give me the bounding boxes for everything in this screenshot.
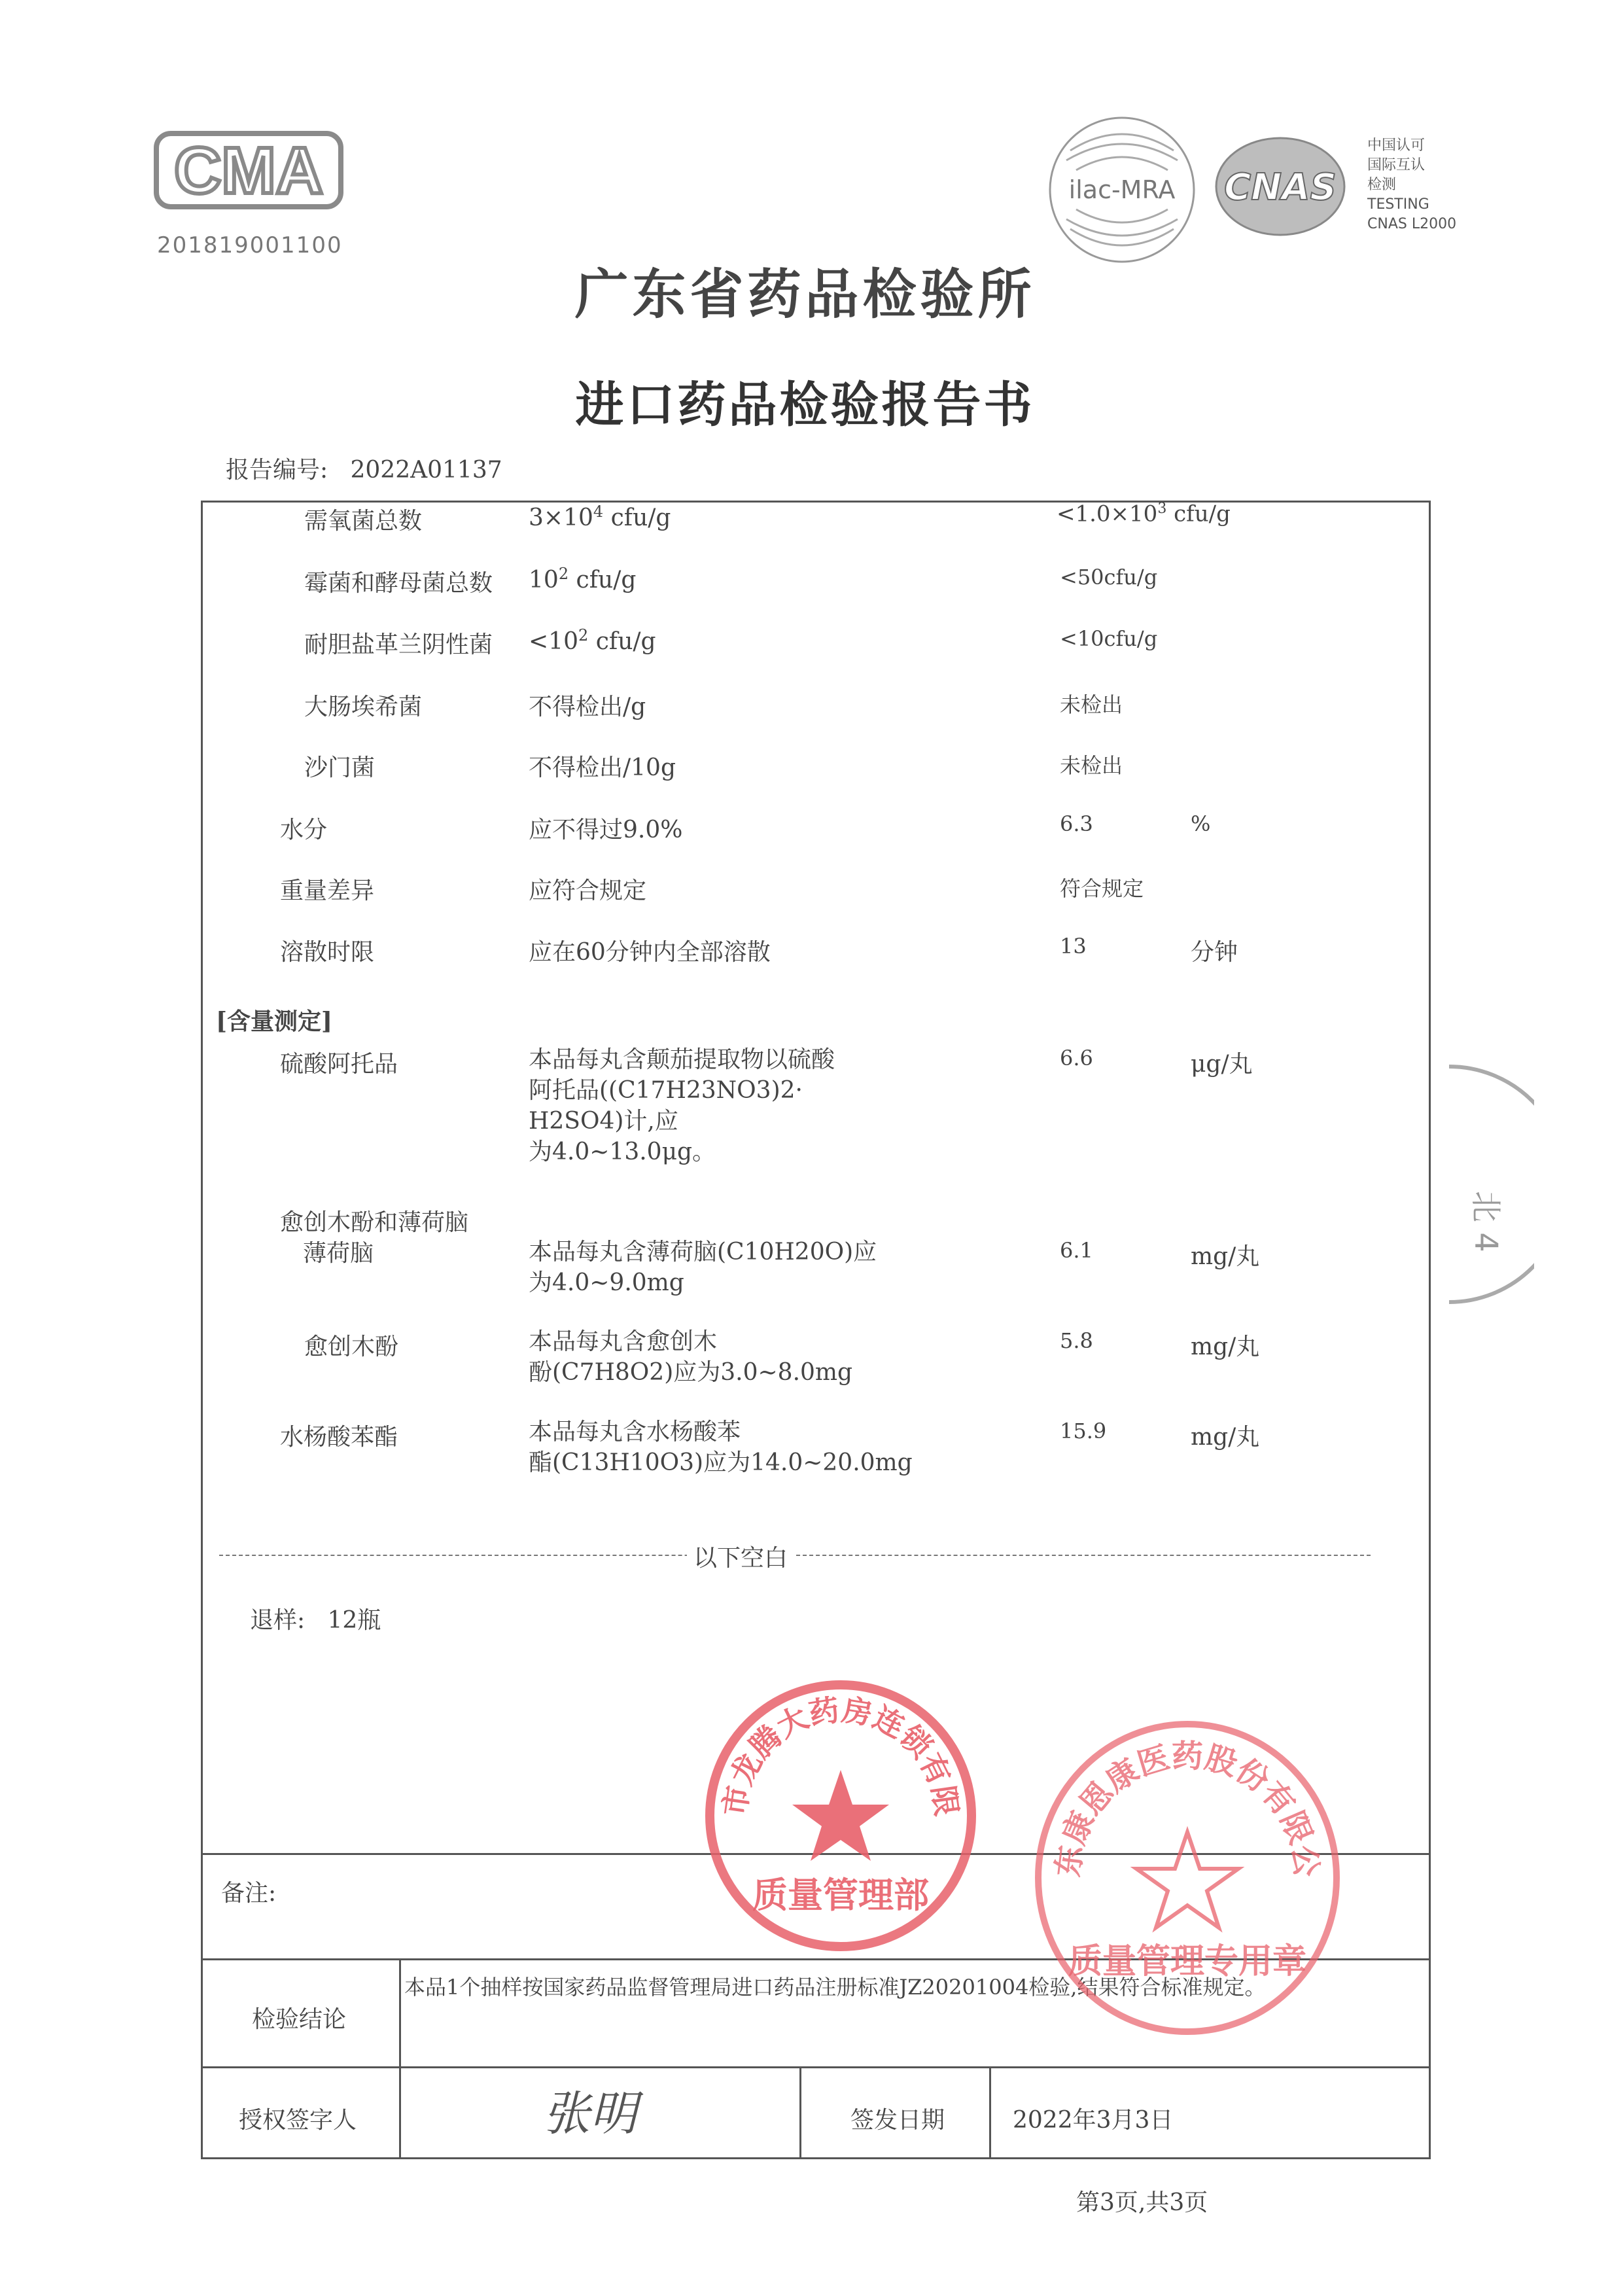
result-moisture: 6.3: [1060, 811, 1093, 836]
result-aerobic-count: $<1.0\times 10^3$ cfu/g: [1057, 501, 1231, 527]
result-gram-negative: <10cfu/g: [1060, 626, 1158, 651]
returned-samples: 退样: 12瓶: [250, 1607, 381, 1634]
svg-text:CNAS: CNAS: [1224, 166, 1337, 209]
item-disintegration: 溶散时限: [280, 939, 375, 966]
result-weight-variation: 符合规定: [1060, 876, 1144, 901]
std-mold-yeast: $10^2$ cfu/g: [529, 565, 637, 593]
conclusion-label: 检验结论: [252, 2006, 347, 2033]
document-title: 进口药品检验报告书: [575, 377, 1035, 433]
item-gram-negative: 耐胆盐革兰阴性菌: [304, 631, 493, 658]
cnas-logo: [1214, 134, 1348, 239]
signature: [536, 2077, 693, 2149]
signatory-label: 授权签字人: [239, 2107, 357, 2134]
result-phenyl-salicylate: 15.9: [1060, 1419, 1107, 1443]
item-weight-variation: 重量差异: [280, 877, 375, 904]
label-column-line: [399, 1958, 401, 2159]
std-ecoli: 不得检出/g: [529, 694, 646, 720]
company-seal-guangdong: [1027, 1714, 1348, 2041]
result-mold-yeast: <50cfu/g: [1060, 565, 1158, 590]
svg-text:ilac-MRA: ilac-MRA: [1068, 175, 1176, 204]
item-guaiacol-menthol: 愈创木酚和薄荷脑 薄荷脑: [280, 1209, 469, 1267]
unit-guaiacol: mg/丸: [1191, 1333, 1260, 1360]
std-guaiacol: 本品每丸含愈创木 酚(C7H8O2)应为3.0~8.0mg: [529, 1328, 853, 1386]
issue-date: 2022年3月3日: [1013, 2107, 1174, 2134]
std-atropine: 本品每丸含颠茄提取物以硫酸 阿托品((C17H23NO3)2· H2SO4)计,应 为4.0~13.0μg。: [529, 1046, 835, 1165]
item-atropine: 硫酸阿托品: [280, 1051, 398, 1078]
unit-atropine: μg/丸: [1191, 1051, 1253, 1078]
item-phenyl-salicylate: 水杨酸苯酯: [280, 1424, 398, 1451]
result-salmonella: 未检出: [1060, 753, 1123, 778]
date-label: 签发日期: [850, 2107, 945, 2134]
unit-menthol: mg/丸: [1191, 1243, 1260, 1270]
svg-text:CMA: CMA: [174, 134, 323, 207]
std-phenyl-salicylate: 本品每丸含水杨酸苯 酯(C13H10O3)应为14.0~20.0mg: [529, 1419, 913, 1476]
result-disintegration: 13: [1060, 934, 1087, 959]
ilac-mra-logo: [1047, 115, 1197, 265]
svg-text:张明: 张明: [543, 2086, 638, 2141]
item-guaiacol: 愈创木酚: [304, 1333, 399, 1360]
std-disintegration: 应在60分钟内全部溶散: [529, 939, 771, 966]
svg-text:柳州市龙腾大药房连锁有限公司: 市龙腾大药房连锁有限: [716, 1691, 965, 1818]
report-number: 报告编号: 2022A01137: [226, 457, 502, 484]
item-moisture: 水分: [280, 817, 328, 843]
signatory-top-line: [201, 2066, 1431, 2068]
unit-disintegration: 分钟: [1191, 939, 1238, 966]
company-seal-liuzhou: [700, 1675, 981, 1956]
std-menthol: 本品每丸含薄荷脑(C10H20O)应 为4.0~9.0mg: [529, 1239, 877, 1296]
institute-title: 广东省药品检验所: [574, 263, 1036, 326]
item-ecoli: 大肠埃希菌: [304, 694, 423, 720]
unit-phenyl-salicylate: mg/丸: [1191, 1424, 1260, 1451]
remarks-label: 备注:: [221, 1880, 277, 1907]
result-menthol: 6.1: [1060, 1238, 1093, 1263]
conclusion-text: 本品1个抽样按国家药品监督管理局进口药品注册标准JZ20201004检验,结果符合标准规定。: [404, 1975, 1266, 2000]
svg-text:质量管理部: 质量管理部: [752, 1875, 929, 1916]
blank-divider: [219, 1555, 1371, 1556]
result-ecoli: 未检出: [1060, 692, 1123, 717]
result-guaiacol: 5.8: [1060, 1328, 1093, 1353]
unit-moisture: %: [1191, 811, 1211, 836]
date-divider-line: [989, 2066, 991, 2159]
std-aerobic-count: $3\times 10^4$ cfu/g: [529, 503, 671, 531]
std-gram-negative: $<10^2$ cfu/g: [529, 626, 656, 655]
cnas-caption: 中国认可 国际互认 检测 TESTING CNAS L2000: [1367, 137, 1457, 232]
cma-number: 201819001100: [157, 232, 343, 258]
item-aerobic-count: 需氧菌总数: [304, 508, 423, 535]
item-salmonella: 沙门菌: [304, 754, 376, 781]
page-number: 第3页,共3页: [1076, 2189, 1208, 2216]
cma-logo: [154, 131, 343, 209]
item-mold-yeast: 霉菌和酵母菌总数: [304, 570, 493, 597]
svg-text:北 4: 北 4: [1467, 1191, 1504, 1252]
signature-divider-line: [799, 2066, 801, 2159]
partial-side-stamp: [1436, 1060, 1534, 1309]
blank-marker: 以下空白: [687, 1540, 794, 1573]
section-assay: [含量测定]: [216, 1008, 333, 1035]
svg-text:质量管理专用章: 质量管理专用章: [1068, 1942, 1307, 1981]
svg-text:广东康恩康医药股份有限公司: 东康恩康医药股份有限公: [1049, 1738, 1325, 1879]
std-salmonella: 不得检出/10g: [529, 754, 676, 781]
std-weight-variation: 应符合规定: [529, 877, 647, 904]
std-moisture: 应不得过9.0%: [529, 817, 683, 843]
result-atropine: 6.6: [1060, 1046, 1093, 1070]
